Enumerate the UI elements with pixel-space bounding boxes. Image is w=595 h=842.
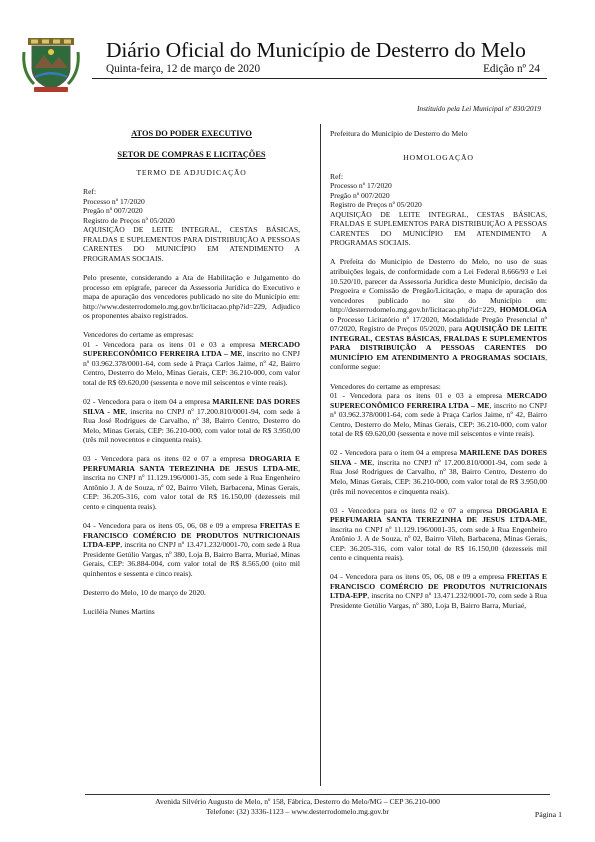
newspaper-title: Diário Oficial do Município de Desterro do Melo	[106, 38, 526, 62]
winners-heading: Vencedores do certame as empresas:	[330, 381, 441, 391]
adjudication-intro: Pelo presente, considerando a Ata de Habilitação e Julgamento do processo em epígrafe, parecer da Assessoria Jurídica do Executivo e mapa de apuração dos vencedores publicado no site do Município em: http://www.desterrodomelo.mg.gov.br/licitacao.php?id=229, Adjudico os proponentes abaixo registrados.	[83, 273, 300, 321]
edition-number: Edição nº 24	[483, 63, 540, 75]
winner-paragraph: 02 - Vencedora para o item 04 a empresa MARILENE DAS DORES SILVA - ME, inscrita no CNPJ nº 17.200.810/0001-94, com sede à Rua José Rodrigues de Carvalho, nº 38, Bairro Centro, Desterro do Melo, Minas Gerais, CEP: 36.210-000, com valor total de R$ 3.950,00 (três mil novecentos e cinquenta reais).	[83, 397, 300, 445]
section-heading-procurement: SETOR DE COMPRAS E LICITAÇÕES	[117, 149, 266, 159]
left-column	[83, 129, 300, 616]
issue-date: Quinta-feira, 12 de março de 2020	[106, 63, 261, 75]
document-title-adjudication: TERMO DE ADJUDICAÇÃO	[136, 168, 247, 178]
winner-paragraph: 04 - Vencedora para os itens 05, 06, 08 e 09 a empresa FREITAS E FRANCISCO COMÉRCIO DE PRODUTOS NUTRICIONAIS LTDA-EPP, inscrita no CNPJ nº 13.471.232/0001-70, com sede à Rua Presidente Getúlio Vargas, nº 380, Loja B, Bairro Barra, Muriaé,	[330, 572, 547, 610]
ref-line: Registro de Preços nº 05/2020	[330, 200, 422, 210]
header-rule	[92, 78, 547, 79]
footer-contact: Telefone: (32) 3336-1123 – www.desterrodomelo.mg.gov.br	[206, 807, 389, 816]
object-description: AQUISIÇÃO DE LEITE INTEGRAL, CESTAS BÁSICAS, FRALDAS E SUPLEMENTOS PARA DISTRIBUIÇÃO A PESSOAS CARENTES DO MUNICÍPIO EM ATENDIMENTO A PROGRAMAS SOCIAIS.	[83, 225, 300, 263]
winner-paragraph: 03 - Vencedora para os itens 02 e 07 a empresa DROGARIA E PERFUMARIA SANTA TEREZINHA DE JESUS LTDA-ME, inscrita no CNPJ nº 11.129.196/0001-35, com sede à Rua Engenheiro Antônio J. A de Souza, nº 02, Bairro Vileh, Barbacena, Minas Gerais, CEP: 36.205-316, com valor total de R$ 16.150,00 (dezesseis mil cento e cinquenta reais).	[83, 454, 300, 511]
place-date: Desterro do Melo, 10 de março de 2020.	[83, 587, 206, 597]
page-number: Página 1	[534, 810, 562, 819]
section-heading-executive: ATOS DO PODER EXECUTIVO	[131, 129, 252, 138]
ref-line: Pregão nº 007/2020	[83, 206, 143, 216]
winner-paragraph: 03 - Vencedora para os itens 02 e 07 a empresa DROGARIA E PERFUMARIA SANTA TEREZINHA DE JESUS LTDA-ME, inscrita no CNPJ nº 11.129.196/0001-35, com sede à Rua Engenheiro Antônio J. A de Souza, nº 02, Bairro Vileh, Barbacena, Minas Gerais, CEP: 36.205-316, com valor total de R$ 16.150,00 (dezesseis mil cento e cinquenta reais).	[330, 505, 547, 563]
winner-paragraph: 04 - Vencedora para os itens 05, 06, 08 e 09 a empresa FREITAS E FRANCISCO COMÉRCIO DE PRODUTOS NUTRICIONAIS LTDA-EPP, inscrita no CNPJ nº 13.471.232/0001-70, com sede à Rua Presidente Getúlio Vargas, nº 380, Loja B, Bairro Barra, Muriaé, Minas Gerais, CEP: 36.884-004, com valor total de R$ 8.565,00 (oito mil quinhentos e sessenta e cinco reais).	[83, 521, 300, 578]
winner-paragraph: 01 - Vencedora para os itens 01 e 03 a empresa MERCADO SUPERECONÔMICO FERREIRA LTDA – ME, inscrito no CNPJ nº 03.962.378/0001-64, com sede à Praça Carlos Jaime, nº 42, Bairro Centro, Desterro do Melo, Minas Gerais, CEP: 36.210-000, com valor total de R$ 69.620,00 (sessenta e nove mil seiscentos e vinte reais).	[83, 339, 300, 387]
ref-line: Processo nº 17/2020	[83, 196, 145, 206]
winners-heading: Vencedores do certame as empresas:	[83, 330, 194, 340]
ref-line: Ref:	[83, 187, 97, 197]
ref-line: Processo nº 17/2020	[330, 181, 392, 191]
ref-line: Registro de Preços nº 05/2020	[83, 215, 175, 225]
homologation-body: A Prefeita do Município de Desterro do Melo, no uso de suas atribuições legais, de conformidade com a Lei Federal 8.666/93 e Lei 10.520/10, parecer da Assessoria Jurídica deste Município, decisão da Pregoeira e Comissão de Pregão/Licitação, e mapa de apuração dos vencedores publicado no site do Município em: http://desterrodomelo.mg.gov.br/licitacao.php?id=229, HOMOLOGA o Processo Licitatório nº 17/2020, Modalidade Pregão Presencial nº 07/2020, Registro de Preços 05/2020, para AQUISIÇÃO DE LEITE INTEGRAL, CESTAS BÁSICAS, FRALDAS E SUPLEMENTOS PARA DISTRIBUIÇÃO A PESSOAS CARENTES DO MUNICÍPIO EM ATENDIMENTO A PROGRAMAS SOCIAIS, conforme segue:	[330, 257, 547, 372]
object-description: AQUISIÇÃO DE LEITE INTEGRAL, CESTAS BÁSICAS, FRALDAS E SUPLEMENTOS PARA DISTRIBUIÇÃO A PESSOAS CARENTES DO MUNICÍPIO EM ATENDIMENTO A PROGRAMAS SOCIAIS.	[330, 209, 547, 248]
winner-paragraph: 01 - Vencedora para os itens 01 e 03 a empresa MERCADO SUPERECONÔMICO FERREIRA LTDA – ME, inscrito no CNPJ nº 03.962.378/0001-64, com sede à Praça Carlos Jaime, nº 42, Bairro Centro, Desterro do Melo, Minas Gerais, CEP: 36.210-000, com valor total de R$ 69.620,00 (sessenta e nove mil seiscentos e vinte reais).	[330, 391, 547, 439]
right-column	[330, 129, 547, 611]
winner-paragraph: 02 - Vencedora para o item 04 a empresa MARILENE DAS DORES SILVA - ME, inscrita no CNPJ nº 17.200.810/0001-94, com sede à Rua José Rodrigues de Carvalho, nº 38, Bairro Centro, Desterro do Melo, Minas Gerais, CEP: 36.210-000, com valor total de R$ 3.950,00 (três mil novecentos e cinquenta reais).	[330, 448, 547, 496]
footer-address: Avenida Silvério Augusto de Melo, nº 158, Fábrica, Desterro do Melo/MG – CEP 36.210-000	[155, 797, 440, 806]
footer-rule	[85, 794, 550, 795]
institution-note: Instituído pela Lei Municipal nº 830/2019	[416, 104, 541, 113]
coat-of-arms-icon	[22, 38, 80, 94]
signature-name: Luciléia Nunes Martins	[83, 606, 155, 616]
document-title-homologation: HOMOLOGAÇÃO	[403, 152, 474, 162]
ref-line: Ref:	[330, 171, 344, 181]
column-divider	[320, 124, 321, 786]
organization-name: Prefeitura do Município de Desterro do Melo	[330, 129, 468, 138]
ref-line: Pregão nº 007/2020	[330, 190, 390, 200]
